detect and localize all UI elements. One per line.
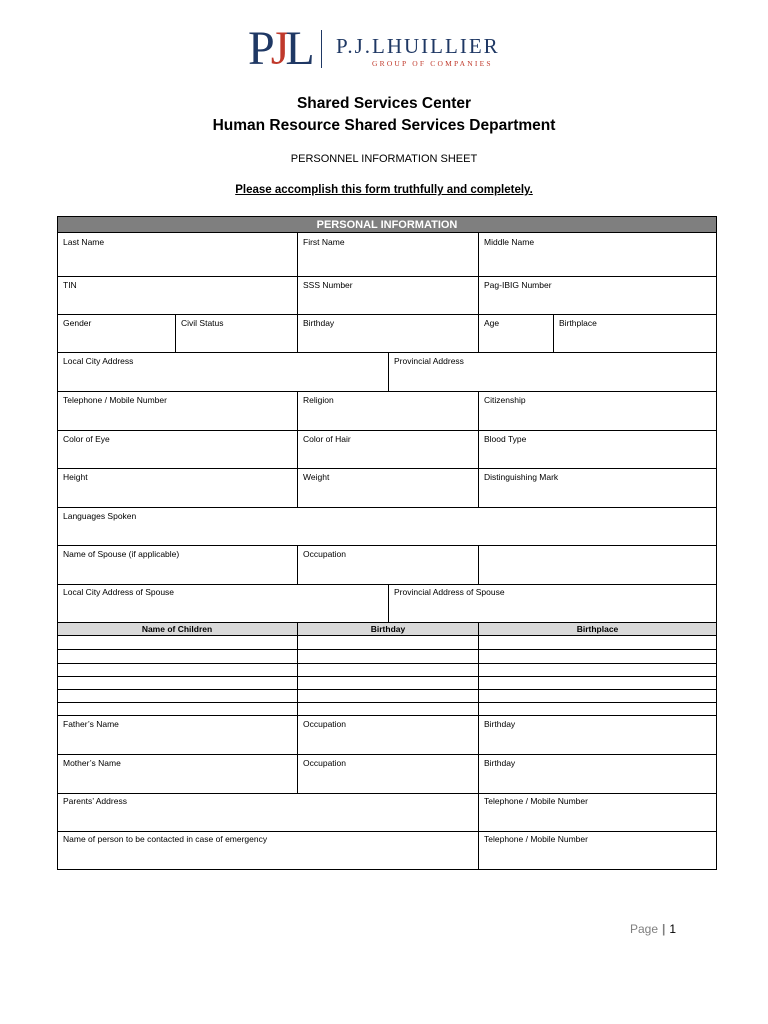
children-name-header: Name of Children [141,624,213,634]
father-name-label: Father’s Name [63,719,119,729]
col-divider [297,545,298,584]
religion-label: Religion [303,395,334,405]
row-divider [57,507,717,508]
col-divider [553,314,554,352]
form-instruction: Please accomplish this form truthfully and completely. [235,184,533,196]
tin-label: TIN [63,280,77,290]
page-separator: | [662,922,666,936]
row-divider [57,831,717,832]
logo-monogram: PJL [248,22,311,75]
col-divider [297,622,298,793]
parents-address-label: Parents’ Address [63,796,127,806]
children-row-divider [57,676,717,677]
children-row-divider [57,715,717,716]
blood-type-label: Blood Type [484,434,527,444]
table-border-left [57,233,58,870]
col-divider [478,545,479,584]
row-divider [57,352,717,353]
row-divider [57,276,717,277]
sss-label: SSS Number [303,280,353,290]
children-row-divider [57,649,717,650]
spouse-local-address-label: Local City Address of Spouse [63,587,175,597]
table-border-right [716,233,717,870]
children-birthday-header: Birthday [370,624,406,634]
logo-subtitle: GROUP OF COMPANIES [372,59,493,68]
col-divider [478,233,479,352]
row-divider [57,430,717,431]
children-row-divider [57,689,717,690]
row-divider [57,635,717,636]
local-address-label: Local City Address [63,356,134,366]
page-label: Page [630,922,659,936]
page-number: 1 [669,922,677,936]
form-title: PERSONNEL INFORMATION SHEET [290,153,478,165]
col-divider [388,584,389,622]
weight-label: Weight [303,472,330,482]
gender-label: Gender [63,318,92,328]
col-divider [175,314,176,352]
last-name-label: Last Name [63,237,105,247]
row-divider [57,584,717,585]
civil-status-label: Civil Status [181,318,224,328]
personal-information-form [57,233,717,870]
spouse-provincial-address-label: Provincial Address of Spouse [394,587,505,597]
languages-label: Languages Spoken [63,511,137,521]
father-occupation-label: Occupation [303,719,346,729]
row-divider [57,314,717,315]
row-divider [57,545,717,546]
row-divider [57,468,717,469]
row-divider [57,391,717,392]
page-title: Shared Services Center [296,95,472,112]
middle-name-label: Middle Name [484,237,535,247]
mother-name-label: Mother’s Name [63,758,121,768]
emergency-telephone-label: Telephone / Mobile Number [484,834,588,844]
col-divider [388,352,389,391]
company-logo [248,22,538,80]
parents-telephone-label: Telephone / Mobile Number [484,796,588,806]
emergency-contact-label: Name of person to be contacted in case of emergency [63,834,268,844]
col-divider [297,233,298,352]
eye-color-label: Color of Eye [63,434,110,444]
section-header-personal-information: PERSONAL INFORMATION [57,216,717,233]
children-row-divider [57,702,717,703]
hair-color-label: Color of Hair [303,434,351,444]
spouse-occupation-label: Occupation [303,549,346,559]
department-title: Human Resource Shared Services Department [212,117,556,134]
col-divider [478,622,479,793]
citizenship-label: Citizenship [484,395,526,405]
first-name-label: First Name [303,237,345,247]
spouse-name-label: Name of Spouse (if applicable) [63,549,180,559]
height-label: Height [63,472,88,482]
distinguishing-mark-label: Distinguishing Mark [484,472,559,482]
birthday-label: Birthday [303,318,335,328]
provincial-address-label: Provincial Address [394,356,464,366]
children-row-divider [57,663,717,664]
age-label: Age [484,318,500,328]
page-number-footer [630,922,676,936]
pagibig-label: Pag-IBIG Number [484,280,552,290]
children-birthplace-header: Birthplace [576,624,619,634]
mother-birthday-label: Birthday [484,758,516,768]
row-divider [57,754,717,755]
father-birthday-label: Birthday [484,719,516,729]
col-divider [478,391,479,507]
mother-occupation-label: Occupation [303,758,346,768]
row-divider [57,793,717,794]
telephone-label: Telephone / Mobile Number [63,395,167,405]
logo-divider [321,30,322,68]
col-divider [297,391,298,507]
table-border-bottom [57,869,717,870]
logo-company-name: P.J.LHUILLIER [336,34,500,58]
col-divider [478,793,479,870]
birthplace-label: Birthplace [559,318,597,328]
